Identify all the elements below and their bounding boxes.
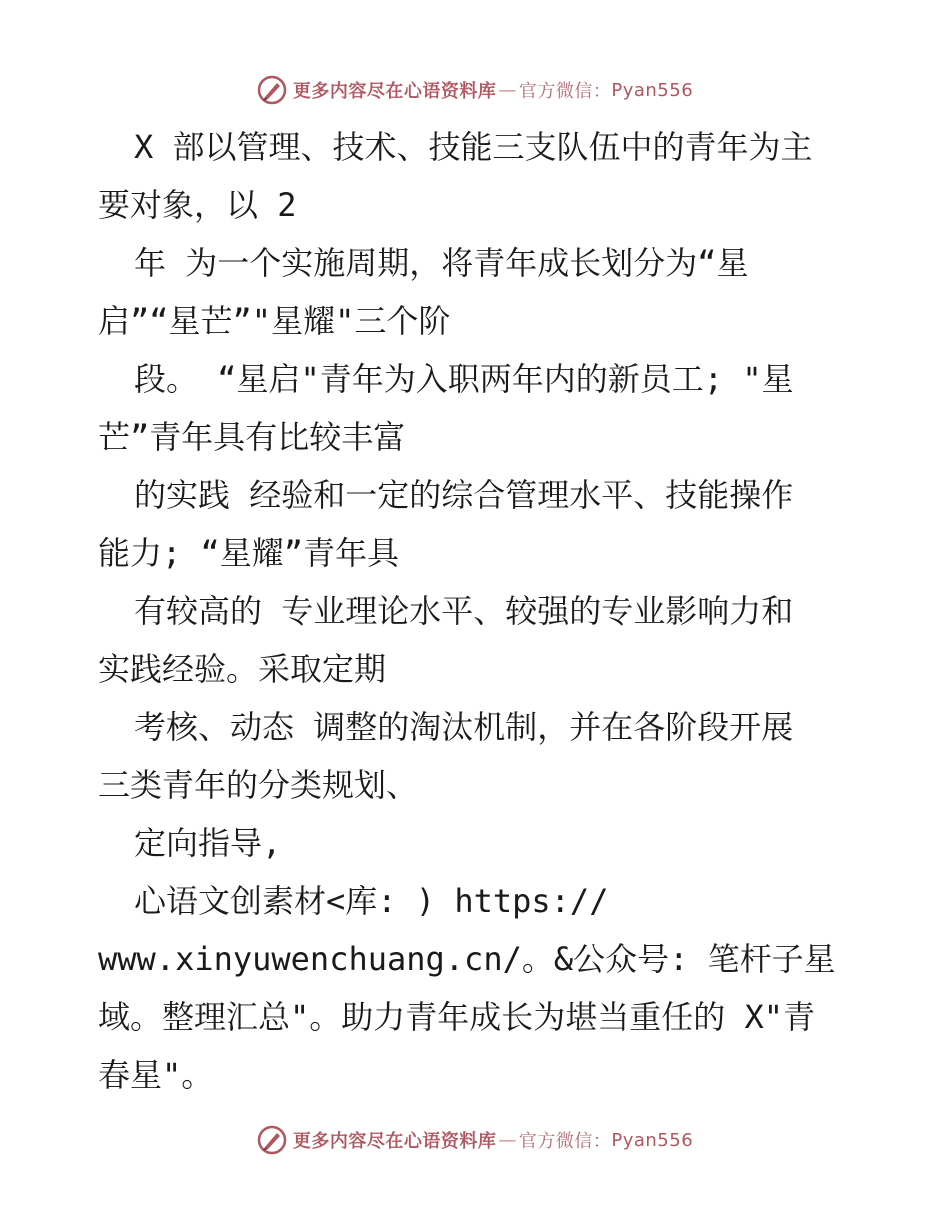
banner-brand-text: 更多内容尽在心语资料库 bbox=[292, 81, 497, 102]
text-line: 芒”青年具有比较丰富 bbox=[98, 418, 406, 456]
footer-watermark-banner bbox=[0, 1120, 950, 1160]
text-line: 定向指导, bbox=[134, 824, 282, 862]
text-line: 域。整理汇总"。助力青年成长为堪当重任的 X"青 bbox=[98, 998, 816, 1036]
banner-separator: — bbox=[498, 79, 517, 101]
text-line: 有较高的 专业理论水平、较强的专业影响力和 bbox=[134, 592, 794, 630]
text-line: 能力; “星耀”青年具 bbox=[98, 534, 400, 572]
text-line: www.xinyuwenchuang.cn/。&公众号: 笔杆子星 bbox=[98, 940, 836, 978]
text-line: 实践经验。采取定期 bbox=[98, 650, 387, 688]
banner-wechat-label: 官方微信： bbox=[518, 1131, 612, 1152]
pen-logo-icon bbox=[257, 1125, 287, 1155]
text-line: 启”“星芒”"星耀"三个阶 bbox=[98, 302, 451, 340]
text-line: 考核、动态 调整的淘汰机制，并在各阶段开展 bbox=[134, 708, 794, 746]
text-line: 心语文创素材<库: ) https:// bbox=[134, 882, 609, 920]
text-line: 年 为一个实施周期，将青年成长划分为“星 bbox=[134, 244, 749, 282]
banner-separator: — bbox=[498, 1129, 517, 1151]
text-line: 三类青年的分类规划、 bbox=[98, 766, 419, 804]
banner-wechat-id: Pyan556 bbox=[611, 1129, 694, 1151]
document-body bbox=[98, 118, 858, 1104]
text-line: 要对象，以 2 bbox=[98, 186, 297, 224]
text-line: 春星"。 bbox=[98, 1056, 214, 1094]
banner-brand-text: 更多内容尽在心语资料库 bbox=[292, 1131, 497, 1152]
banner-wechat-id: Pyan556 bbox=[611, 79, 694, 101]
text-line: 的实践 经验和一定的综合管理水平、技能操作 bbox=[134, 476, 794, 514]
text-line: X 部以管理、技术、技能三支队伍中的青年为主 bbox=[134, 128, 813, 166]
banner-wechat-label: 官方微信： bbox=[518, 81, 612, 102]
pen-logo-icon bbox=[257, 75, 287, 105]
text-line: 段。 “星启"青年为入职两年内的新员工; "星 bbox=[134, 360, 794, 398]
header-watermark-banner bbox=[0, 70, 950, 110]
